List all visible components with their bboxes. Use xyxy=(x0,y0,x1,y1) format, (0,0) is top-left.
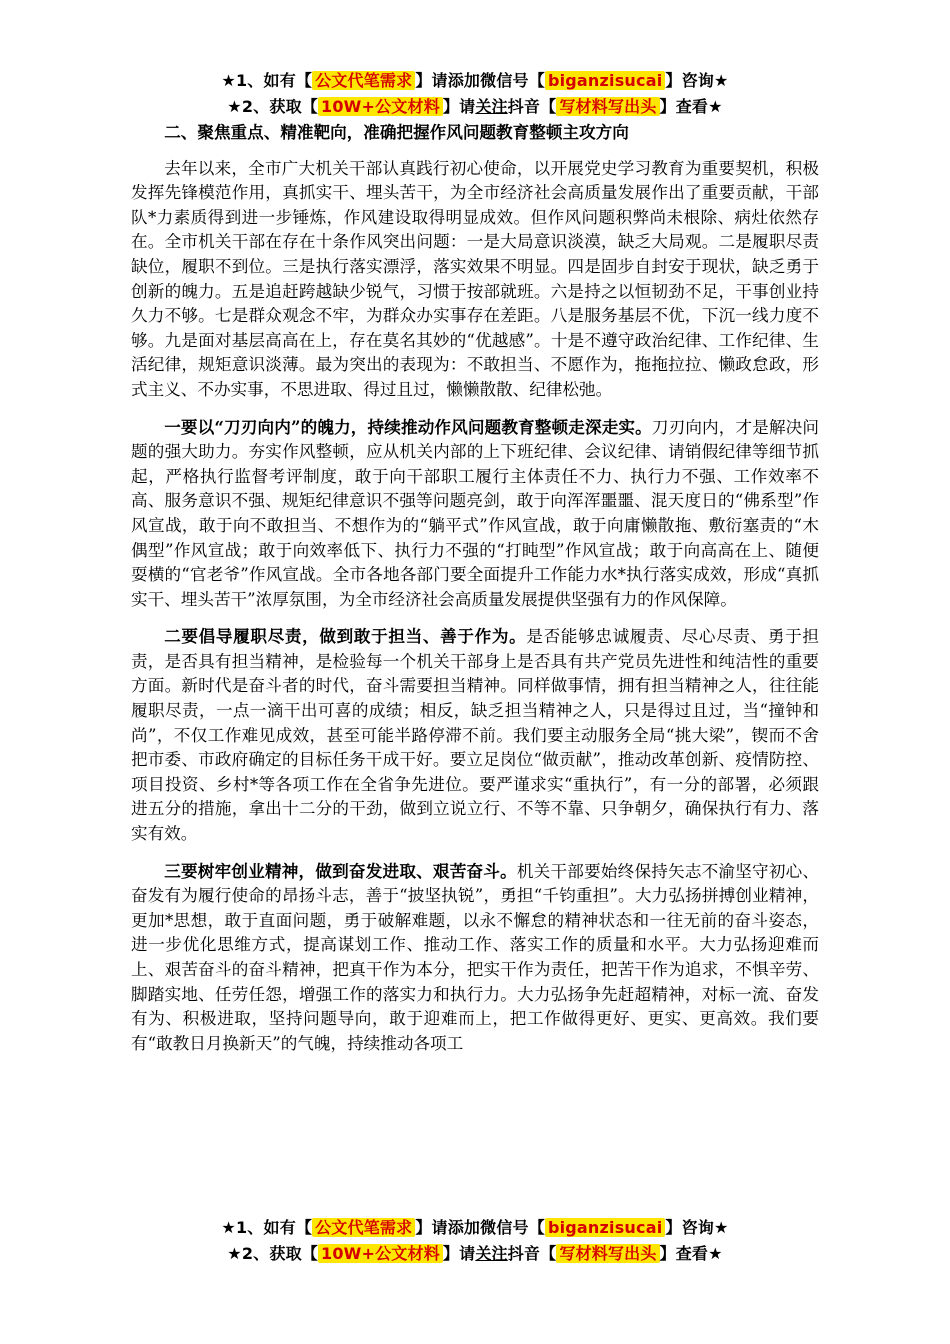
highlight-service: 公文代笔需求 xyxy=(312,71,415,90)
emphasis-follow: 关注 xyxy=(475,1244,508,1263)
wechat-id: biganzisucai xyxy=(545,71,665,90)
paragraph-4-lead: 三要树牢创业精神，做到奋发进取、艰苦奋斗。 xyxy=(164,860,517,881)
highlight-materials: 10W+公文材料 xyxy=(318,1244,443,1263)
emphasis-add: 添加 xyxy=(447,71,481,90)
paragraph-2: 一要以“刀刃向内”的魄力，持续推动作风问题教育整顿走深走实。刀刃向内，才是解决问题的强大助力。夯实作风整顿，应从机关内部的上下班纪律、会议纪律、请销假纪律等细节抓起，严格执行监督考评制度，敢于向干部职工履行主体责任不力、执行力不强、工作效率不高、服务意识不强、规矩纪律意识不强等问题亮剑，敢于向浑浑噩噩、混天度日的“佛系型”作风宣战，敢于向不敢担当、不想作为的“躺平式”作风宣战，敢于向庸懒散拖、敷衍塞责的“木偶型”作风宣战；敢于向效率低下、执行力不强的“打盹型”作风宣战；敢于向高高在上、随便耍横的“官老爷”作风宣战。全市各地各部门要全面提升工作能力水*执行落实成效，形成“真抓实干、埋头苦干”浓厚氛围，为全市经济社会高质量发展提供坚强有力的作风保障。 xyxy=(131,416,820,609)
document-body xyxy=(131,120,819,1068)
promo-banner-bottom xyxy=(0,1215,950,1267)
paragraph-4: 三要树牢创业精神，做到奋发进取、艰苦奋斗。机关干部要始终保持矢志不渝坚守初心、奋发有为履行使命的昂扬斗志，善于“披坚执锐”，勇担“千钧重担”。大力弘扬拼搏创业精神，更加*思想，敢于直面问题，勇于破解难题，以永不懈怠的精神状态和一往无前的奋斗姿态，进一步优化思维方式，提高谋划工作、推动工作、落实工作的质量和水平。大力弘扬迎难而上、艰苦奋斗的奋斗精神，把真干作为本分，把实干作为责任，把苦干作为追求，不惧辛劳、脚踏实地、任劳任怨，增强工作的落实力和执行力。大力弘扬争先赶超精神，对标一流、奋发有为、积极进取，坚持问题导向，敢于迎难而上，把工作做得更好、更实、更高效。我们要有“敢教日月换新天”的气魄，持续推动各项工 xyxy=(131,860,820,1053)
emphasis-follow: 关注 xyxy=(475,97,508,116)
emphasis-add: 添加 xyxy=(447,1218,481,1237)
promo-line-1-bottom: ★1、如有【 公文代笔需求 】请添加微信号【 biganzisucai 】咨询★ xyxy=(221,1218,729,1237)
promo-banner-top xyxy=(0,68,950,120)
douyin-account: 写材料写出头 xyxy=(556,1244,659,1263)
paragraph-2-lead: 一要以“刀刃向内”的魄力，持续推动作风问题教育整顿走深走实。 xyxy=(164,416,652,437)
highlight-service: 公文代笔需求 xyxy=(312,1218,415,1237)
wechat-id: biganzisucai xyxy=(545,1218,665,1237)
paragraph-3: 二要倡导履职尽责，做到敢于担当、善于作为。是否能够忠诚履责、尽心尽责、勇于担责，是否具有担当精神，是检验每一个机关干部身上是否具有共产党员先进性和纯洁性的重要方面。新时代是奋斗者的时代，奋斗需要担当精神。同样做事情，拥有担当精神之人，往往能履职尽责，一点一滴干出可喜的成绩；相反，缺乏担当精神之人，只是得过且过，当“撞钟和尚”，不仅工作难见成效，甚至可能半路停滞不前。我们要主动服务全局“挑大梁”，锲而不舍把市委、市政府确定的目标任务干成干好。要立足岗位“做贡献”，推动改革创新、疫情防控、项目投资、乡村*等各项工作在全省争先进位。要严谨求实“重执行”，有一分的部署，必须跟进五分的措施，拿出十二分的干劲，做到立说立行、不等不靠、只争朝夕，确保执行有力、落实有效。 xyxy=(131,626,820,844)
paragraph-1: 去年以来，全市广大机关干部认真践行初心使命，以开展党史学习教育为重要契机，积极发挥先锋模范作用，真抓实干、埋头苦干，为全市经济社会高质量发展作出了重要贡献，干部队*力素质得到进一步锤炼，作风建设取得明显成效。但作风问题积弊尚未根除、病灶依然存在。全市机关干部在存在十条作风突出问题：一是大局意识淡漠，缺乏大局观。二是履职尽责缺位，履职不到位。三是执行落实漂浮，落实效果不明显。四是固步自封安于现状，缺乏勇于创新的魄力。五是追赶跨越缺少锐气，习惯于按部就班。六是持之以恒韧劲不足，干事创业持久力不够。七是群众观念不牢，为群众办实事存在差距。八是服务基层不优，下沉一线力度不够。九是面对基层高高在上，存在莫名其妙的“优越感”。十是不遵守政治纪律、工作纪律、生活纪律，规矩意识淡薄。最为突出的表现为：不敢担当、不愿作为，拖拖拉拉、懒政怠政，形式主义、不办实事，不思进取、得过且过，懒懒散散、纪律松弛。 xyxy=(131,158,819,399)
promo-line-2-bottom: ★2、获取【 10W+公文材料 】请关注抖音【 写材料写出头 】查看★ xyxy=(227,1244,723,1263)
promo-line-2: ★2、获取【 10W+公文材料 】请关注抖音【 写材料写出头 】查看★ xyxy=(227,97,723,116)
highlight-materials: 10W+公文材料 xyxy=(318,97,443,116)
section-title: 二、聚焦重点、精准靶向，准确把握作风问题教育整顿主攻方向 xyxy=(164,122,629,142)
paragraph-3-lead: 二要倡导履职尽责，做到敢于担当、善于作为。 xyxy=(164,626,527,647)
promo-line-1: ★1、如有【 公文代笔需求 】请添加微信号【 biganzisucai 】咨询★ xyxy=(221,71,729,90)
douyin-account: 写材料写出头 xyxy=(556,97,659,116)
